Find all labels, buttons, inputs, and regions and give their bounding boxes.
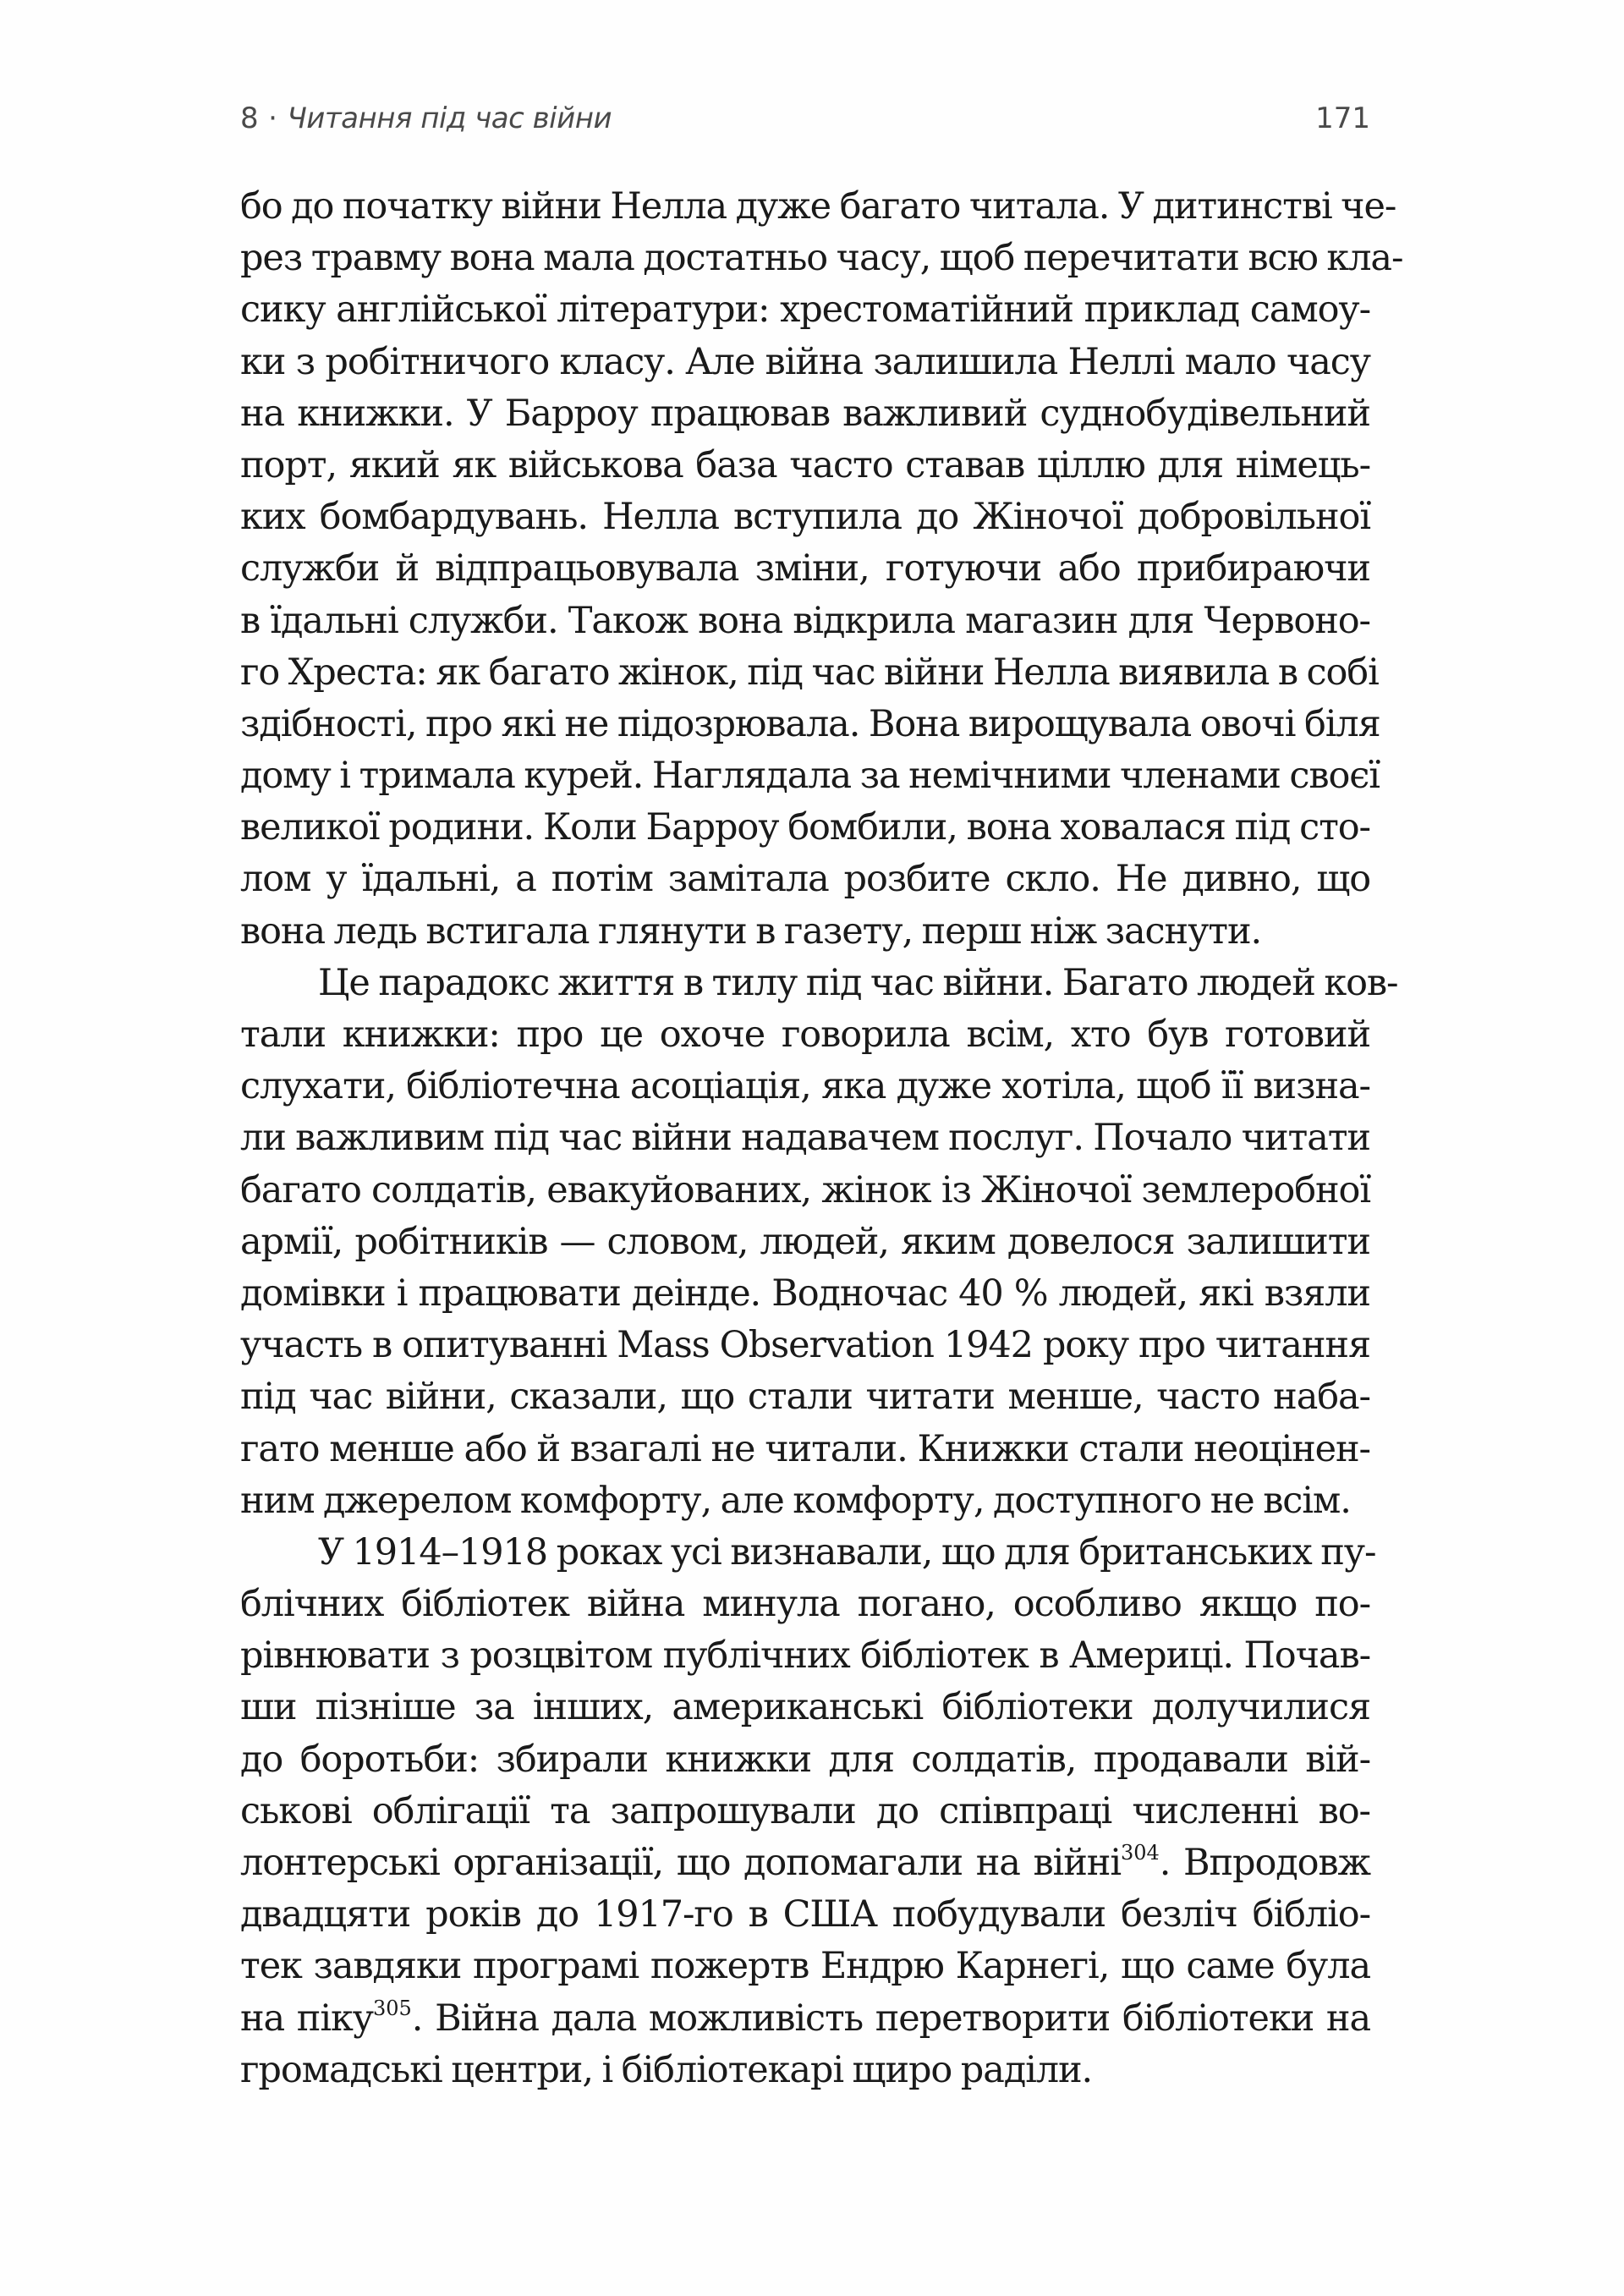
text-line: лонтерські організації, що допомагали на війні$^{304}$. Впродовж bbox=[240, 1841, 1370, 1884]
text-line: в їдальні служби. Також вона відкрила магазин для Червоно- bbox=[240, 599, 1370, 642]
text-line: служби й відпрацьовувала зміни, готуючи або прибираючи bbox=[240, 547, 1370, 590]
text-line: Це парадокс життя в тилу під час війни. Багато людей ков- bbox=[318, 961, 1398, 1004]
text-line: дому і тримала курей. Наглядала за немічними членами своєї bbox=[240, 755, 1380, 798]
text-line: участь в опитуванні Mass Observation 1942 року про читання bbox=[240, 1324, 1370, 1367]
text-line: ши пізніше за інших, американські бібліотеки долучилися bbox=[240, 1686, 1370, 1729]
text-line: слухати, бібліотечна асоціація, яка дуже хотіла, щоб її визна- bbox=[240, 1065, 1370, 1108]
text-line: гато менше або й взагалі не читали. Книжки стали неоцінен- bbox=[240, 1427, 1370, 1470]
text-line: ним джерелом комфорту, але комфорту, доступного не всім. bbox=[240, 1479, 1351, 1522]
text-line: рез травму вона мала достатньо часу, щоб перечитати всю кла- bbox=[240, 237, 1403, 280]
running-head bbox=[240, 95, 1370, 146]
text-line: ли важливим під час війни надавачем послуг. Почало читати bbox=[240, 1117, 1370, 1160]
text-line: вона ледь встигала глянути в газету, перш ніж заснути. bbox=[240, 909, 1262, 953]
text-line: багато солдатів, евакуйованих, жінок із Жіночої землеробної bbox=[240, 1168, 1370, 1211]
text-line: двадцяти років до 1917-го в США побудували безліч бібліо- bbox=[240, 1893, 1370, 1936]
paragraph-3 bbox=[240, 1527, 1376, 2096]
text-line: армії, робітників — словом, людей, яким довелося залишити bbox=[240, 1220, 1370, 1263]
text-line: У 1914–1918 роках усі визнавали, що для британських пу- bbox=[318, 1530, 1376, 1574]
text-line: громадські центри, і бібліотекарі щиро раділи. bbox=[240, 2048, 1093, 2091]
text-line: на книжки. У Барроу працював важливий суднобудівельний bbox=[240, 392, 1370, 435]
footnote-ref-304[interactable]: 304 bbox=[1120, 1841, 1160, 1865]
text-line: тали книжки: про це охоче говорила всім, хто був готовий bbox=[240, 1013, 1370, 1056]
text-line: ськові облігації та запрошували до співпраці численні во- bbox=[240, 1789, 1370, 1832]
header-separator: · bbox=[268, 102, 277, 135]
text-line: блічних бібліотек війна минула погано, особливо якщо по- bbox=[240, 1583, 1370, 1626]
text-line: бо до початку війни Нелла дуже багато читала. У дитинстві че- bbox=[240, 185, 1396, 228]
text-line: ких бомбардувань. Нелла вступила до Жіночої добровільної bbox=[240, 496, 1370, 539]
text-line: на піку$^{305}$. Війна дала можливість перетворити бібліотеки на bbox=[240, 1996, 1370, 2040]
text-line: під час війни, сказали, що стали читати менше, часто наба- bbox=[240, 1376, 1370, 1419]
paragraph-2 bbox=[240, 958, 1398, 1527]
text-line: сику англійської літератури: хрестоматійний приклад самоу- bbox=[240, 288, 1370, 332]
text-line: до боротьби: збирали книжки для солдатів, продавали вій- bbox=[240, 1738, 1370, 1781]
footnote-ref-305[interactable]: 305 bbox=[372, 1996, 412, 2020]
text-line: тек завдяки програмі пожертв Ендрю Карнегі, що саме була bbox=[240, 1945, 1370, 1988]
text-line: порт, який як військова база часто ставав ціллю для німець- bbox=[240, 443, 1370, 486]
paragraph-1 bbox=[240, 181, 1403, 958]
chapter-number: 8 bbox=[240, 102, 259, 135]
text-line: великої родини. Коли Барроу бомбили, вона ховалася під сто- bbox=[240, 806, 1370, 849]
text-line: лом у їдальні, а потім замітала розбите скло. Не дивно, що bbox=[240, 858, 1370, 901]
text-line: ки з робітничого класу. Але війна залишила Неллі мало часу bbox=[240, 340, 1370, 383]
text-line: го Хреста: як багато жінок, під час війни Нелла виявила в собі bbox=[240, 651, 1379, 694]
text-line: здібності, про які не підозрювала. Вона вирощувала овочі біля bbox=[240, 702, 1380, 745]
text-line: рівнювати з розцвітом публічних бібліотек в Америці. Почав- bbox=[240, 1634, 1370, 1678]
text-line: домівки і працювати деінде. Водночас 40 % людей, які взяли bbox=[240, 1272, 1370, 1315]
chapter-title: Читання під час війни bbox=[287, 102, 612, 135]
chapter-header bbox=[240, 102, 612, 135]
page-number: 171 bbox=[1315, 102, 1370, 135]
body-text bbox=[240, 181, 1403, 2096]
